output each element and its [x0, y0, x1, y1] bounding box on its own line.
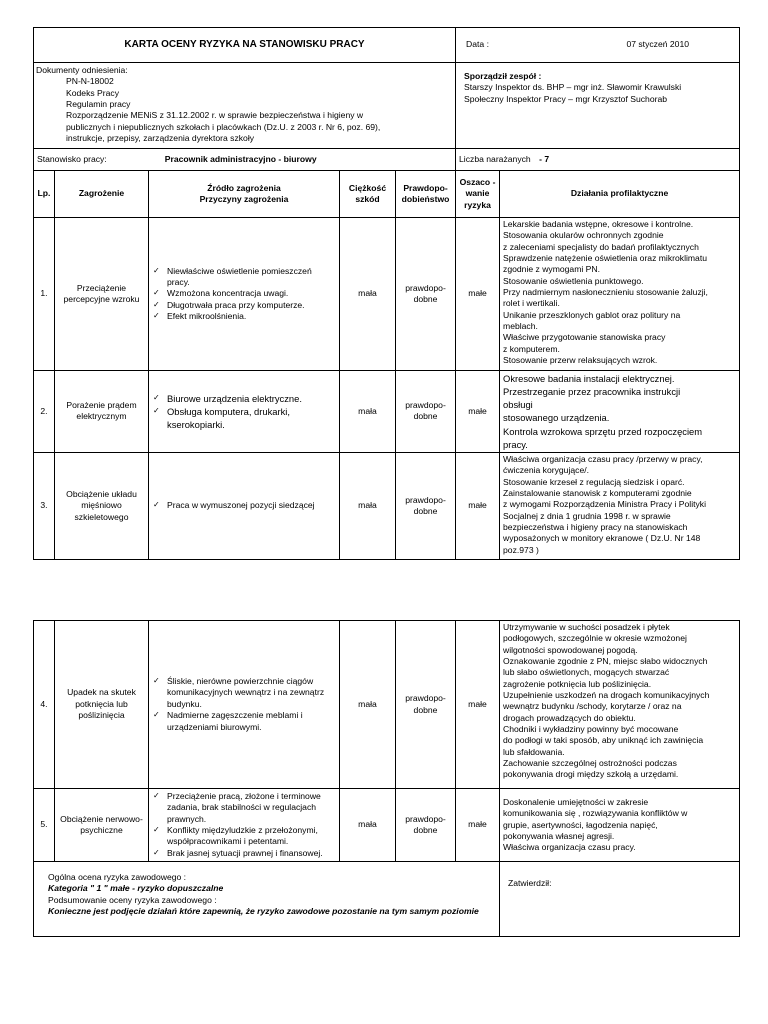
- action-line: Doskonalenie umiejętności w zakresie: [503, 797, 649, 807]
- action-line: Stosowanie krzeseł z regulacją siedzisk i oparć.: [503, 476, 685, 487]
- probability-cell: [396, 452, 456, 559]
- hazard-cell: Obciążenie układu mięśniowo szkieletowego: [55, 452, 149, 559]
- preventive-actions-cell: [500, 452, 740, 559]
- table-row: [34, 452, 740, 559]
- risk-category: Kategoria " 1 " małe - ryzyko dopuszczalne: [48, 883, 224, 894]
- severity-cell: mała: [340, 789, 396, 862]
- reference-document-item: PN-N-18002: [66, 76, 114, 87]
- action-line: lub słabo oświetlonych, mogących stwarzać: [503, 667, 670, 678]
- hazard-source-item: ✓ Wzmożona koncentracja uwagi.: [153, 288, 335, 299]
- hazard-source-cell: [149, 789, 340, 862]
- risk-summary: [34, 862, 500, 937]
- hazard-source-item: ✓ Przeciążenie pracą, złożone i terminowe zadania, brak stabilności w regulacjach prawnych.: [153, 791, 335, 825]
- action-line: Stosowania okularów ochronnych zgodnie: [503, 230, 664, 241]
- hazard-source-item: ✓ Niewłaściwe oświetlenie pomieszczeń pracy.: [153, 266, 335, 289]
- table-row: [34, 789, 740, 862]
- summary-label: Podsumowanie oceny ryzyka zawodowego :: [48, 894, 217, 905]
- action-line: drogach prowadzących do obiektu.: [503, 712, 636, 723]
- action-line: bezpieczeństwa i higieny pracy na stanowiskach: [503, 522, 688, 532]
- action-line: ćwiczenia korygujące/.: [503, 465, 590, 476]
- col-header-source-line: Źródło zagrożenia: [207, 182, 281, 193]
- probability-line: prawdopo-: [405, 400, 446, 411]
- action-line: Uzupełnienie uszkodzeń na drogach komunikacyjnych: [503, 690, 710, 701]
- action-line: Socjalnej z dnia 1 grudnia 1998 r. w sprawie: [503, 510, 671, 521]
- action-line: stosowanego urządzenia.: [503, 412, 610, 424]
- risk-cell: małe: [456, 789, 500, 862]
- action-line: Kontrola wzrokowa sprzętu przed rozpoczęciem: [503, 425, 703, 437]
- action-line: Sprawdzenie natężenie oświetlenia oraz mikroklimatu: [503, 253, 707, 264]
- hazard-source-item: ✓ Brak jasnej sytuacji prawnej i finansowej.: [153, 848, 335, 859]
- overall-assessment-label: Ogólna ocena ryzyka zawodowego :: [48, 872, 187, 883]
- approval-cell: [500, 862, 740, 937]
- row-number: 3.: [34, 452, 55, 559]
- team-member: Społeczny Inspektor Pracy – mgr Krzysztof Suchorab: [464, 93, 668, 104]
- risk-card-table-top: [33, 27, 740, 560]
- table-row: [34, 371, 740, 453]
- col-header-probability-line: dobieństwo: [401, 194, 450, 204]
- action-line: Właściwa organizacja czasu pracy /przerwy w pracy,: [503, 453, 703, 464]
- action-line: Okresowe badania instalacji elektrycznej.: [503, 373, 675, 384]
- col-header-risk: [456, 171, 500, 218]
- action-line: wilgotności spowodowanej pogodą.: [503, 644, 638, 655]
- probability-line: dobne: [413, 704, 438, 715]
- col-header-probability: [396, 171, 456, 218]
- table-row: [34, 621, 740, 789]
- action-line: z wymogami Rozporządzenia Ministra Pracy i Polityki: [503, 499, 707, 510]
- summary-conclusion: Konieczne jest podjęcie działań które zapewnią, że ryzyko zawodowe pozostanie na tym samym poziomie: [48, 906, 479, 917]
- hazard-source-item: ✓ Długotrwała praca przy komputerze.: [153, 300, 335, 311]
- severity-cell: mała: [340, 371, 396, 453]
- reference-document-item: Rozporządzenie MENiS z 31.12.2002 r. w sprawie bezpieczeństwa i higieny w: [66, 110, 364, 121]
- action-line: z zaleceniami specjalisty do badań profilaktycznych: [503, 241, 699, 252]
- action-line: Zainstalowanie stanowisk z komputerami zgodnie: [503, 487, 692, 498]
- action-line: Oznakowanie zgodnie z PN, miejsc słabo widocznych: [503, 656, 708, 667]
- reference-documents-label: Dokumenty odniesienia:: [36, 65, 128, 75]
- col-header-severity-line: Ciężkość: [348, 182, 387, 193]
- preventive-actions-cell: [500, 621, 740, 789]
- date-cell: [456, 28, 740, 63]
- preventive-actions-cell: [500, 218, 740, 371]
- action-line: Chodniki i wykładziny powinny być mocowane: [503, 724, 679, 735]
- risk-cell: małe: [456, 218, 500, 371]
- action-line: zagrożenie potknięcia lub poślizinięcia.: [503, 678, 652, 689]
- col-header-probability-line: Prawdopo-: [403, 182, 448, 193]
- action-line: do podłogi w taki sposób, aby uniknąć ich zawinięcia: [503, 735, 704, 746]
- probability-line: dobne: [413, 825, 438, 836]
- action-line: obsługi: [503, 399, 533, 411]
- probability-cell: [396, 789, 456, 862]
- action-line: Przestrzeganie przez pracownika instrukcji: [503, 386, 681, 398]
- severity-cell: mała: [340, 621, 396, 789]
- row-number: 4.: [34, 621, 55, 789]
- position-cell: [34, 149, 456, 171]
- hazard-cell: Obciążenie nerwowo-psychiczne: [55, 789, 149, 862]
- document-title: KARTA OCENY RYZYKA NA STANOWISKU PRACY: [34, 28, 456, 63]
- risk-cell: małe: [456, 621, 500, 789]
- hazard-source-item: ✓ Efekt mikroolśnienia.: [153, 311, 335, 322]
- col-header-severity: [340, 171, 396, 218]
- col-header-severity-line: szkód: [355, 194, 380, 204]
- probability-cell: [396, 621, 456, 789]
- probability-line: dobne: [413, 294, 438, 304]
- col-header-risk-line: ryzyka: [464, 199, 491, 210]
- action-line: Właściwa organizacja czasu pracy.: [503, 842, 636, 853]
- team-label: Sporządził zespół :: [464, 71, 542, 81]
- col-header-source: [149, 171, 340, 218]
- action-line: wewnątrz budynku /schody, korytarze / oraz na: [503, 701, 682, 712]
- preventive-actions-cell: [500, 371, 740, 453]
- action-line: zgodnie z wymogami PN.: [503, 264, 600, 275]
- hazard-source-cell: [149, 371, 340, 453]
- probability-cell: [396, 371, 456, 453]
- action-line: komunikowania się , rozwiązywania konfliktów w: [503, 808, 688, 819]
- action-line: rolet i wertikali.: [503, 298, 560, 309]
- table-row: [34, 218, 740, 371]
- col-header-risk-line: wanie: [465, 188, 490, 199]
- col-header-risk-line: Oszaco -: [459, 176, 496, 187]
- reference-document-item: publicznych i niepublicznych szkołach i placówkach (Dz.U. z 2003 r. Nr 6, poz. 69),: [66, 121, 381, 132]
- risk-cell: małe: [456, 371, 500, 453]
- position-value: Pracownik administracyjno - biurowy: [164, 153, 317, 164]
- reference-document-item: instrukcje, przepisy, zarządzenia dyrektora szkoły: [66, 133, 255, 144]
- action-line: Przy nadmiernym nasłonecznieniu stosowanie żaluzji,: [503, 287, 708, 298]
- date-label: Data :: [466, 39, 489, 50]
- risk-cell: małe: [456, 452, 500, 559]
- hazard-source-item: ✓ Nadmierne zagęszczenie meblami i urządzeniami biurowymi.: [153, 710, 335, 733]
- exposed-count-label: Liczba narażanych: [459, 153, 531, 164]
- action-line: Unikanie przeszklonych gablot oraz politury na: [503, 309, 681, 320]
- probability-line: dobne: [413, 505, 438, 516]
- hazard-cell: Przeciążenie percepcyjne wzroku: [55, 218, 149, 371]
- action-line: Stosowanie oświetlenia punktowego.: [503, 275, 644, 286]
- col-header-hazard: Zagrożenie: [55, 171, 149, 218]
- approved-by-label: Zatwierdził:: [508, 878, 552, 889]
- col-header-lp: Lp.: [34, 171, 55, 218]
- col-header-actions: Działania profilaktyczne: [500, 171, 740, 218]
- action-line: grupie, asertywności, łagodzenia napięć,: [503, 819, 658, 830]
- hazard-source-cell: [149, 452, 340, 559]
- action-line: meblach.: [503, 321, 538, 332]
- column-header-row: [34, 171, 740, 218]
- hazard-cell: Porażenie prądem elektrycznym: [55, 371, 149, 453]
- col-header-source-line: Przyczyny zagrożenia: [199, 194, 289, 204]
- hazard-source-item: ✓ Biurowe urządzenia elektryczne.: [153, 392, 335, 405]
- action-line: podłogowych, szczególnie w okresie wzmożonej: [503, 633, 687, 644]
- action-line: pokonywania drogi między szkołą a urzędami.: [503, 769, 679, 780]
- action-line: lub sfałdowania.: [503, 746, 565, 757]
- action-line: z komputerem.: [503, 343, 560, 354]
- row-number: 5.: [34, 789, 55, 862]
- action-line: pokonywania własnej agresji.: [503, 831, 615, 842]
- team-member: Starszy Inspektor ds. BHP – mgr inż. Sławomir Krawulski: [464, 82, 682, 93]
- action-line: Lekarskie badania wstępne, okresowe i kontrolne.: [503, 219, 694, 229]
- action-line: Stosowanie przerw relaksujących wzrok.: [503, 355, 658, 366]
- severity-cell: mała: [340, 452, 396, 559]
- reference-documents: [34, 63, 456, 149]
- action-line: poz.973 ): [503, 544, 539, 555]
- probability-line: dobne: [413, 411, 438, 422]
- action-line: Utrzymywanie w suchości posadzek i płytek: [503, 622, 670, 632]
- probability-line: prawdopo-: [405, 282, 446, 293]
- hazard-source-cell: [149, 621, 340, 789]
- severity-cell: mała: [340, 218, 396, 371]
- row-number: 2.: [34, 371, 55, 453]
- risk-card-table-continued: [33, 620, 740, 937]
- exposed-count-cell: [456, 149, 740, 171]
- action-line: wyposażonych w monitory ekranowe ( Dz.U. Nr 148: [503, 533, 701, 544]
- preventive-actions-cell: [500, 789, 740, 862]
- date-value: 07 styczeń 2010: [626, 39, 690, 50]
- exposed-count-value: - 7: [539, 153, 550, 164]
- row-number: 1.: [34, 218, 55, 371]
- hazard-source-item: ✓ Śliskie, nierówne powierzchnie ciągów komunikacyjnych wewnątrz i na zewnątrz budynku.: [153, 676, 335, 710]
- action-line: Zachowanie szczególnej ostrożności podczas: [503, 758, 677, 769]
- probability-cell: [396, 218, 456, 371]
- hazard-source-item: ✓ Obsługa komputera, drukarki, kserokopiarki.: [153, 405, 335, 431]
- prepared-by-team: [456, 63, 740, 149]
- reference-document-item: Regulamin pracy: [66, 99, 131, 110]
- position-label: Stanowisko pracy:: [37, 153, 107, 164]
- hazard-source-item: ✓ Konflikty międzyludzkie z przełożonymi, współpracownikami i petentami.: [153, 825, 335, 848]
- reference-document-item: Kodeks Pracy: [66, 87, 120, 98]
- probability-line: prawdopo-: [405, 494, 446, 505]
- action-line: Właściwe przygotowanie stanowiska pracy: [503, 332, 666, 343]
- hazard-source-item: ✓ Praca w wymuszonej pozycji siedzącej: [153, 500, 335, 511]
- probability-line: prawdopo-: [405, 813, 446, 824]
- probability-line: prawdopo-: [405, 693, 446, 704]
- hazard-cell: Upadek na skutek potknięcia lub poślizinięcia: [55, 621, 149, 789]
- hazard-source-cell: [149, 218, 340, 371]
- action-line: pracy.: [503, 438, 528, 450]
